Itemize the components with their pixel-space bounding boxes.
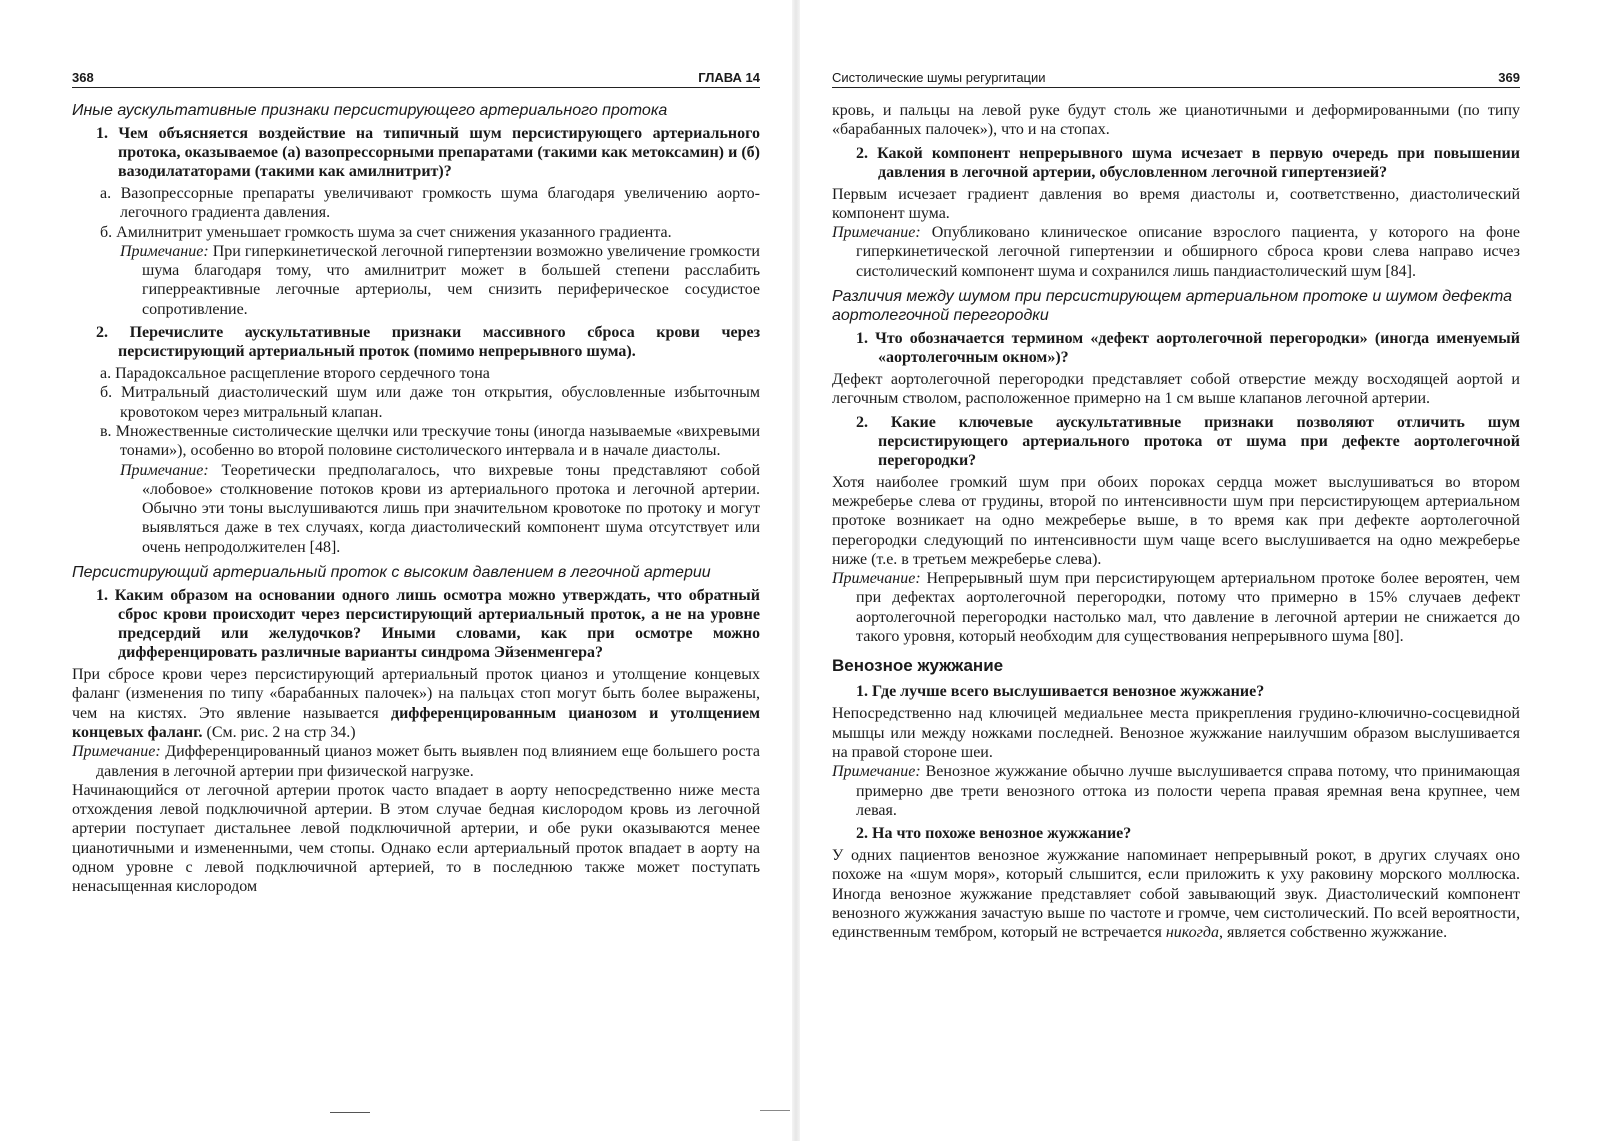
question: 1. Каким образом на основании одного лишь осмотра можно утверждать, что обратный сброс крови происходит через персистирующий артериальный проток, а не на уровне предсердий или желудочков? Иными словами, как при осмотре можно дифференцировать различные варианты синдрома Эйзенменгера? (96, 587, 760, 662)
answer-item: в. Множественные систолические щелчки или трескучие тоны (иногда называемые «вихревыми тонами»), особенно во второй половине систолического интервала и в начале диастолы. (100, 422, 760, 460)
note-label: Примечание: (120, 242, 209, 260)
answer-paragraph: Хотя наиболее громкий шум при обоих пороках сердца может выслушиваться во втором межреберье слева от грудины, второй по интенсивности шум при персистирующем артериальном протоке возникает на одно межреберье выше, в то время как при дефекте аортолегочной перегородки следующий по интенсивности шум чаще всего выслушивается на одно межреберье ниже (т.е. в третьем межреберье слева). (832, 473, 1520, 568)
question: 1. Чем объясняется воздействие на типичный шум персистирующего артериального протока, оказываемое (а) вазопрессорными препаратами (такими как метоксамин) и (б) вазодилататорами (такими как амилнитрит)? (96, 125, 760, 180)
question: 1. Что обозначается термином «дефект аортолегочной перегородки» (иногда именуемый «аортолегочным окном»)? (856, 330, 1520, 367)
answer-paragraph (72, 665, 760, 742)
note-text: Теоретически предполагалось, что вихревые тоны представляют собой «лобовое» столкновение потоков крови из артериального протока и легочной артерии. Обычно эти тоны выслушиваются лишь при значительном кровотоке по протоку и могут выявляться даже в тех случаях, когда диастолический компонент шума отсутствует или очень непродолжителен [48]. (142, 461, 760, 556)
note (832, 569, 1520, 646)
answer-text: (См. рис. 2 на стр 34.) (202, 723, 356, 741)
question: 1. Где лучше всего выслушивается венозное жужжание? (856, 683, 1265, 701)
note (72, 461, 760, 557)
note-label: Примечание: (832, 570, 921, 588)
note-text: Дифференцированный цианоз может быть выявлен под влиянием еще большего роста давления в легочной артерии при физической нагрузке. (96, 743, 760, 780)
answer-paragraph (832, 846, 1520, 942)
question: 2. Какие ключевые аускультативные признаки позволяют отличить шум персистирующего артериального протока от шума при дефекте аортолегочной перегородки? (856, 413, 1520, 469)
subheading: Персистирующий артериальный проток с высоким давлением в легочной артерии (72, 564, 711, 582)
answer-paragraph: кровь, и пальцы на левой руке будут столь же цианотичными и деформированными (по типу «барабанных палочек»), что и на стопах. (832, 102, 1520, 139)
running-head-left (72, 70, 760, 88)
subheading: Иные аускультативные признаки персистирующего артериального протока (72, 102, 668, 119)
page-number: 368 (72, 70, 94, 85)
note-label: Примечание: (120, 461, 209, 479)
question: 2. Перечислите аускультативные признаки массивного сброса крови через персистирующий артериальный проток (помимо непрерывного шума). (96, 324, 760, 361)
section-header: Систолические шумы регургитации (832, 70, 1046, 85)
answer-text: У одних пациентов венозное жужжание напоминает непрерывный рокот, в других случаях оно похоже на «шум моря», который слышится, если приложить к уху раковину морского моллюска. Иногда венозное жужжание представляет собой завывающий звук. Диастолический компонент венозного жужжания зачастую выше по частоте и громче, чем систолический. По всей вероятности, единственным тембром, который не встречается (832, 847, 1520, 942)
note (72, 742, 760, 781)
note-text: Непрерывный шум при персистирующем артериальном протоке более вероятен, чем при дефектах аортолегочной перегородки, потому что примерно в 15% случаев дефект аортолегочной перегородки настолько мал, что давление в легочной артерии не снижается до такого уровня, который необходим для существования непрерывного шума [80]. (856, 570, 1520, 646)
note-text: Опубликовано клиническое описание взрослого пациента, у которого на фоне гиперкинетической легочной гипертензии и обширного сброса крови слева направо исчез систолический компонент шума и сохранился лишь пандиастолический шум [84]. (856, 224, 1520, 280)
answer-paragraph: Дефект аортолегочной перегородки представляет собой отверстие между восходящей аортой и легочным стволом, расположенное примерно на 1 см выше клапанов легочной артерии. (832, 371, 1520, 408)
right-page (832, 70, 1520, 943)
subheading: Различия между шумом при персистирующем артериальном протоке и шумом дефекта аортолегочной перегородки (832, 288, 1513, 325)
page-number: 369 (1498, 70, 1520, 85)
left-page (72, 70, 760, 897)
note (832, 223, 1520, 281)
note (72, 242, 760, 319)
answer-item: а. Вазопрессорные препараты увеличивают громкость шума благодаря увеличению аорто-легочного градиента давления. (100, 185, 760, 222)
question: 2. Какой компонент непрерывного шума исчезает в первую очередь при повышении давления в легочной артерии, обусловленном легочной гипертензией? (856, 144, 1520, 181)
divider (330, 1112, 370, 1113)
note (832, 762, 1520, 820)
page-gutter (792, 0, 800, 1141)
answer-paragraph: Начинающийся от легочной артерии проток часто впадает в аорту непосредственно ниже места отхождения левой подключичной артерии. В этом случае бедная кислородом кровь из легочной артерии поступает дистальнее левой подключичной артерии, и обе руки оказываются менее цианотичными и измененными, чем стопы. Однако если артериальный проток впадает в аорту на одном уровне с левой подключичной артерией, то в последнюю также может поступать ненасыщенная кислородом (72, 781, 760, 896)
answer-item: а. Парадоксальное расщепление второго сердечного тона (100, 365, 490, 383)
chapter-title: ГЛАВА 14 (698, 70, 760, 85)
section-title: Венозное жужжание (832, 656, 1004, 676)
note-label: Примечание: (832, 224, 921, 242)
answer-item: б. Митральный диастолический шум или даже тон открытия, обусловленные избыточным кровотоком через митральный клапан. (100, 384, 760, 421)
note-label: Примечание: (832, 763, 921, 781)
answer-paragraph: Первым исчезает градиент давления во время диастолы и, соответственно, диастолический компонент шума. (832, 185, 1520, 222)
answer-term: дифференцированным цианозом и утолщением концевых фаланг. (72, 704, 760, 741)
answer-text: При сбросе крови через персистирующий артериальный проток цианоз и утолщение концевых фаланг (изменения по типу «барабанных палочек») на пальцах стоп могут быть более выражены, чем на кистях. Это явление называется (72, 666, 760, 722)
note-text: При гиперкинетической легочной гипертензии возможно увеличение громкости шума благодаря тому, что амилнитрит может в большей степени расслабить гиперреактивные легочные артериолы, чем снизить периферическое сосудистое сопротивление. (142, 242, 760, 318)
answer-item: б. Амилнитрит уменьшает громкость шума за счет снижения указанного градиента. (100, 223, 672, 241)
question: 2. На что похоже венозное жужжание? (856, 825, 1132, 843)
answer-paragraph: Непосредственно над ключицей медиальнее места прикрепления грудино-ключично-сосцевидной мышцы или между ножками последней. Венозное жужжание наилучшим образом выслушивается на правой стороне шеи. (832, 705, 1520, 761)
answer-emphasis: никогда (1165, 924, 1220, 942)
answer-text: , является собственно жужжание. (1219, 924, 1448, 942)
note-label: Примечание: (72, 743, 161, 761)
divider (760, 1110, 790, 1111)
note-text: Венозное жужжание обычно лучше выслушивается справа потому, что принимающая примерно две трети венозного оттока из полости черепа правая яремная вена крупнее, чем левая. (856, 763, 1520, 819)
running-head-right (832, 70, 1520, 88)
